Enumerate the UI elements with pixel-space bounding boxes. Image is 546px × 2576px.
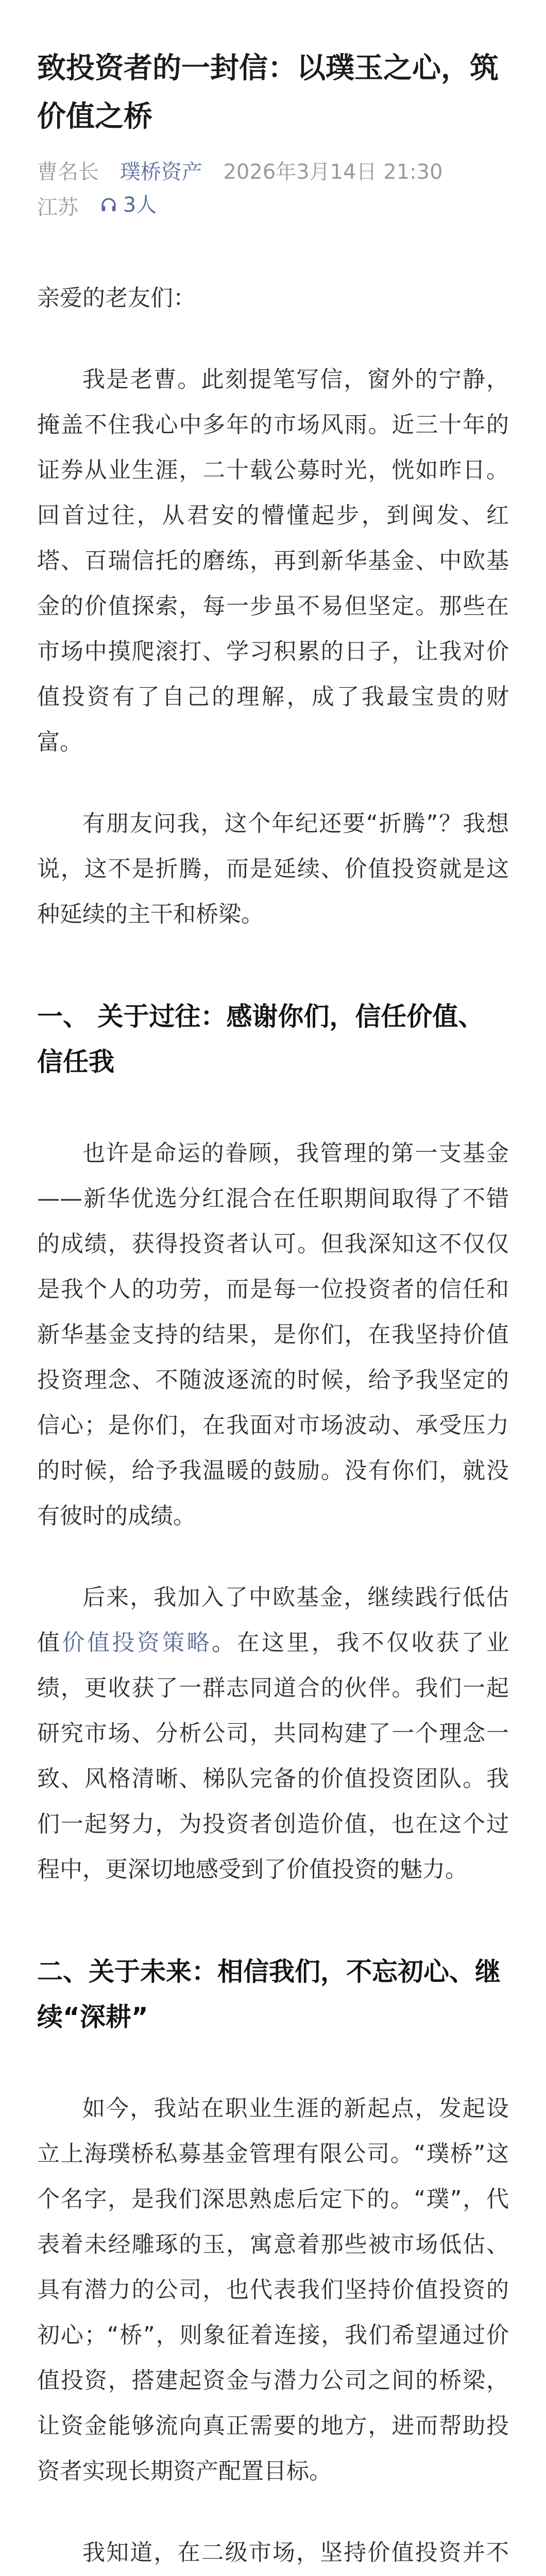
article-title: 致投资者的一封信：以璞玉之心，筑价值之桥 (37, 52, 499, 133)
section-heading-2: 二、关于未来：相信我们，不忘初心、继续“深耕” (37, 1957, 501, 2032)
headphones-icon (99, 196, 118, 214)
paragraph-4-text-b: 。在这里，我不仅收获了业绩，更收获了一群志同道合的伙伴。我们一起研究市场、分析公司，共同构建了一个理念一致、风格清晰、梯队完备的价值投资团队。我们一起努力，为投资者创造价值，也在这个过程中，更深切地感受到了价值投资的魅力。 (37, 1630, 509, 1883)
paragraph-5: 如今，我站在职业生涯的新起点，发起设立上海璞桥私募基金管理有限公司。“璞桥”这个名字，是我们深思熟虑后定下的。“璞”，代表着未经雕琢的玉，寓意着那些被市场低估、具有潜力的公司，也代表我们坚持价值投资的初心；“桥”，则象征着连接，我们希望通过价值投资，搭建起资金与潜力公司之间的桥梁，让资金能够流向真正需要的地方，进而帮助投资者实现长期资产配置目标。 (37, 2095, 509, 2484)
article-body (37, 276, 509, 2576)
publish-datetime: 2026年3月14日 21:30 (223, 160, 443, 184)
listen-button[interactable] (99, 189, 171, 222)
paragraph-1: 我是老曹。此刻提笔写信，窗外的宁静，掩盖不住我心中多年的市场风雨。近三十年的证券从业生涯，二十载公募时光，恍如昨日。回首过往，从君安的懵懂起步，到闽发、红塔、百瑞信托的磨练，再到新华基金、中欧基金的价值探索，每一步虽不易但坚定。那些在市场中摸爬滚打、学习积累的日子，让我对价值投资有了自己的理解，成了我最宝贵的财富。 (37, 366, 509, 755)
paragraph-6: 我知道，在二级市场，坚持价值投资并不 (82, 2539, 509, 2566)
strategy-link[interactable]: 价值投资策略 (62, 1630, 212, 1656)
paragraph-4 (37, 1575, 509, 1892)
location: 江苏 (37, 196, 78, 219)
author-name: 曹名长 (37, 160, 99, 184)
article-meta (37, 156, 509, 224)
listen-count: 3人 (123, 193, 157, 217)
paragraph-4-text-a: 后来，我加入了中欧基金，继续践行低估值 (37, 1584, 509, 1656)
paragraph-2: 有朋友问我，这个年纪还要“折腾”？我想说，这不是折腾，而是延续、价值投资就是这种延续的主干和桥梁。 (37, 810, 509, 927)
greeting: 亲爱的老友们： (37, 285, 196, 311)
paragraph-3: 也许是命运的眷顾，我管理的第一支基金——新华优选分红混合在任职期间取得了不错的成绩，获得投资者认可。但我深知这不仅仅是我个人的功劳，而是每一位投资者的信任和新华基金支持的结果，是你们，在我坚持价值投资理念、不随波逐流的时候，给予我坚定的信心；是你们，在我面对市场波动、承受压力的时候，给予我温暖的鼓励。没有你们，就没有彼时的成绩。 (37, 1140, 509, 1529)
account-link[interactable]: 璞桥资产 (120, 160, 202, 184)
section-heading-1: 一、 关于过往：感谢你们，信任价值、信任我 (37, 1002, 484, 1077)
